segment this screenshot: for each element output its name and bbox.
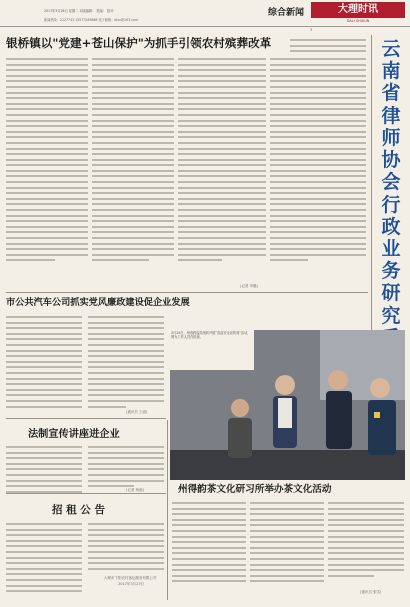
article-4-col-1 xyxy=(6,523,82,596)
article-3-col-1 xyxy=(6,446,82,496)
article-5-byline: (通讯员 张雪) xyxy=(360,590,382,594)
article-4-col-2 xyxy=(88,523,164,573)
article-2-col-2 xyxy=(88,316,164,411)
article-1-col-3 xyxy=(178,58,266,265)
article-1-col-2 xyxy=(92,58,174,265)
article-1-col-4 xyxy=(270,58,366,265)
divider-3 xyxy=(6,493,166,494)
article-2-col-1 xyxy=(6,316,82,411)
article-5-headline: 州得韵茶文化研习所举办茶文化活动 xyxy=(178,484,332,495)
article-1-byline: (记者 李璐) xyxy=(240,284,258,288)
notice-issuer: 大理市下阳农村客运服务有限公司 xyxy=(104,576,157,580)
article-5-col-1 xyxy=(172,502,246,586)
side-divider xyxy=(371,35,372,330)
divider-2 xyxy=(6,418,166,419)
article-2-headline: 市公共汽车公司抓实党风廉政建设促企业发展 xyxy=(6,297,190,308)
brand-logo: 大理时讯 xyxy=(311,2,405,18)
notice-date: 2017年3月23日 xyxy=(118,582,145,586)
divider-1 xyxy=(6,292,368,293)
article-5-col-2 xyxy=(250,502,324,586)
brand-subtitle: DALI SHIXUN xyxy=(346,19,370,23)
article-4-headline: 招 租 公 告 xyxy=(52,504,105,516)
column-divider xyxy=(167,420,168,600)
article-1-headline: 银桥镇以"党建+苍山保护"为抓手引领农村殡葬改革 xyxy=(6,36,272,50)
article-5-col-3 xyxy=(328,502,404,580)
photo-caption: 3月29日，州食药监局组织开展“食品安全宣传周”活动，图为工作人员在检查。 xyxy=(170,330,254,370)
article-2-byline: (通讯员 王丽) xyxy=(126,410,148,414)
article-1-col-1 xyxy=(6,58,88,265)
article-3-headline: 法制宣传讲座进企业 xyxy=(28,429,120,440)
page-number: 3 xyxy=(310,28,313,32)
side-story-headline: 云南省律师协会行政业务研究 xyxy=(381,38,401,327)
article-3-byline: (记者 杨丽) xyxy=(126,488,144,492)
side-story-top-text xyxy=(290,39,366,56)
issue-meta: 2017年3月28日 星期二 本版编辑： 美编： 校对： xyxy=(44,9,117,13)
article-3-col-2 xyxy=(88,446,164,491)
contact-line: 新闻热线：2127743 13577269888 电子邮箱：dlsx@163.com xyxy=(44,18,138,22)
masthead xyxy=(0,0,410,27)
section-title: 综合新闻 xyxy=(268,8,305,18)
